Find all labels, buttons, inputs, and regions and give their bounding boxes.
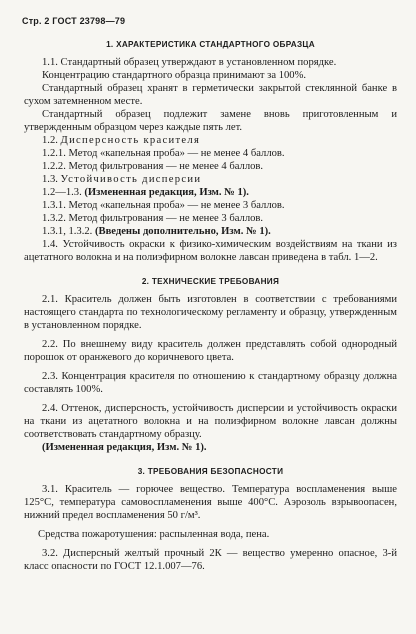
paragraph-2-2: 2.2. По внешнему виду краситель должен представлять собой однородный порошок от оранжевого до коричневого цвета.: [24, 339, 397, 363]
paragraph-3-1: 3.1. Краситель — горючее вещество. Температура воспламенения выше 125°С, температура самовоспламенения выше 400°С. Аэрозоль взрывоопасен, нижний предел воспламенения 50 г/м³.: [24, 484, 397, 521]
paragraph-1-3-2: 1.3.2. Метод фильтрования — не менее 3 баллов.: [42, 213, 264, 224]
paragraph-2-4: 2.4. Оттенок, дисперсность, устойчивость дисперсии и устойчивость окраски на ткани из ацетатного волокна и на полиэфирном волокне лавсан должны соответствовать стандартному образцу.: [24, 403, 397, 440]
paragraph-1-3-1: 1.3.1. Метод «капельная проба» — не менее 3 баллов.: [42, 200, 285, 211]
paragraph-2-1: 2.1. Краситель должен быть изготовлен в соответствии с требованиями настоящего стандарта по технологическому регламенту и образцу, утвержденным в установленном порядке.: [24, 294, 397, 331]
running-head: Стр. 2 ГОСТ 23798—79: [22, 16, 126, 26]
paragraph-1-3-heading: Устойчивость дисперсии: [60, 174, 202, 185]
paragraph-1-1-storage: Стандартный образец хранят в герметически закрытой стеклянной банке в сухом затемненном месте.: [24, 83, 397, 107]
paragraph-2-3: 2.3. Концентрация красителя по отношению к стандартному образцу должна составлять 100%.: [24, 371, 397, 395]
section-2-title: 2. ТЕХНИЧЕСКИЕ ТРЕБОВАНИЯ: [141, 277, 280, 286]
paragraph-1-2: [24, 134, 397, 147]
amendment-note-2: [24, 225, 397, 238]
paragraph-3-1-extinguishing: Средства пожаротушения: распыленная вода, пена.: [38, 529, 270, 540]
paragraph-3-2: 3.2. Дисперсный желтый прочный 2К — вещество умеренно опасное, 3-й класс опасности по ГОСТ 12.1.007—76.: [24, 548, 397, 572]
section-2: [24, 277, 397, 454]
paragraph-1-2-heading: Дисперсность красителя: [60, 135, 201, 146]
section-3: [24, 467, 397, 573]
paragraph-1-2-2: 1.2.2. Метод фильтрования — не менее 4 баллов.: [42, 161, 264, 172]
paragraph-1-4: 1.4. Устойчивость окраски к физико-химическим воздействиям на ткани из ацетатного волокна и на полиэфирном волокне лавсан приведена в табл. 1—2.: [24, 239, 397, 263]
section-1: [24, 40, 397, 264]
amendment-note-1: [24, 186, 397, 199]
section-1-title: 1. ХАРАКТЕРИСТИКА СТАНДАРТНОГО ОБРАЗЦА: [106, 40, 315, 49]
section-3-title: 3. ТРЕБОВАНИЯ БЕЗОПАСНОСТИ: [137, 467, 284, 476]
amendment-note-1-text: (Измененная редакция, Изм. № 1).: [84, 187, 249, 198]
amendment-note-1-number: 1.2—1.3.: [42, 187, 82, 198]
paragraph-1-1: 1.1. Стандартный образец утверждают в установленном порядке.: [42, 57, 337, 68]
paragraph-1-2-1: 1.2.1. Метод «капельная проба» — не менее 4 баллов.: [42, 148, 285, 159]
amendment-note-2-number: 1.3.1, 1.3.2.: [42, 226, 93, 237]
paragraph-1-1-replacement: Стандартный образец подлежит замене вновь приготовленным и утвержденным образцом через каждые пять лет.: [24, 109, 397, 133]
paragraph-1-1-concentration: Концентрацию стандартного образца принимают за 100%.: [42, 70, 307, 81]
amendment-note-2-text: (Введены дополнительно, Изм. № 1).: [94, 226, 271, 237]
paragraph-1-2-number: 1.2.: [42, 135, 58, 146]
paragraph-1-3: [24, 173, 397, 186]
paragraph-1-3-number: 1.3.: [42, 174, 58, 185]
amendment-note-3: (Измененная редакция, Изм. № 1).: [42, 442, 207, 453]
